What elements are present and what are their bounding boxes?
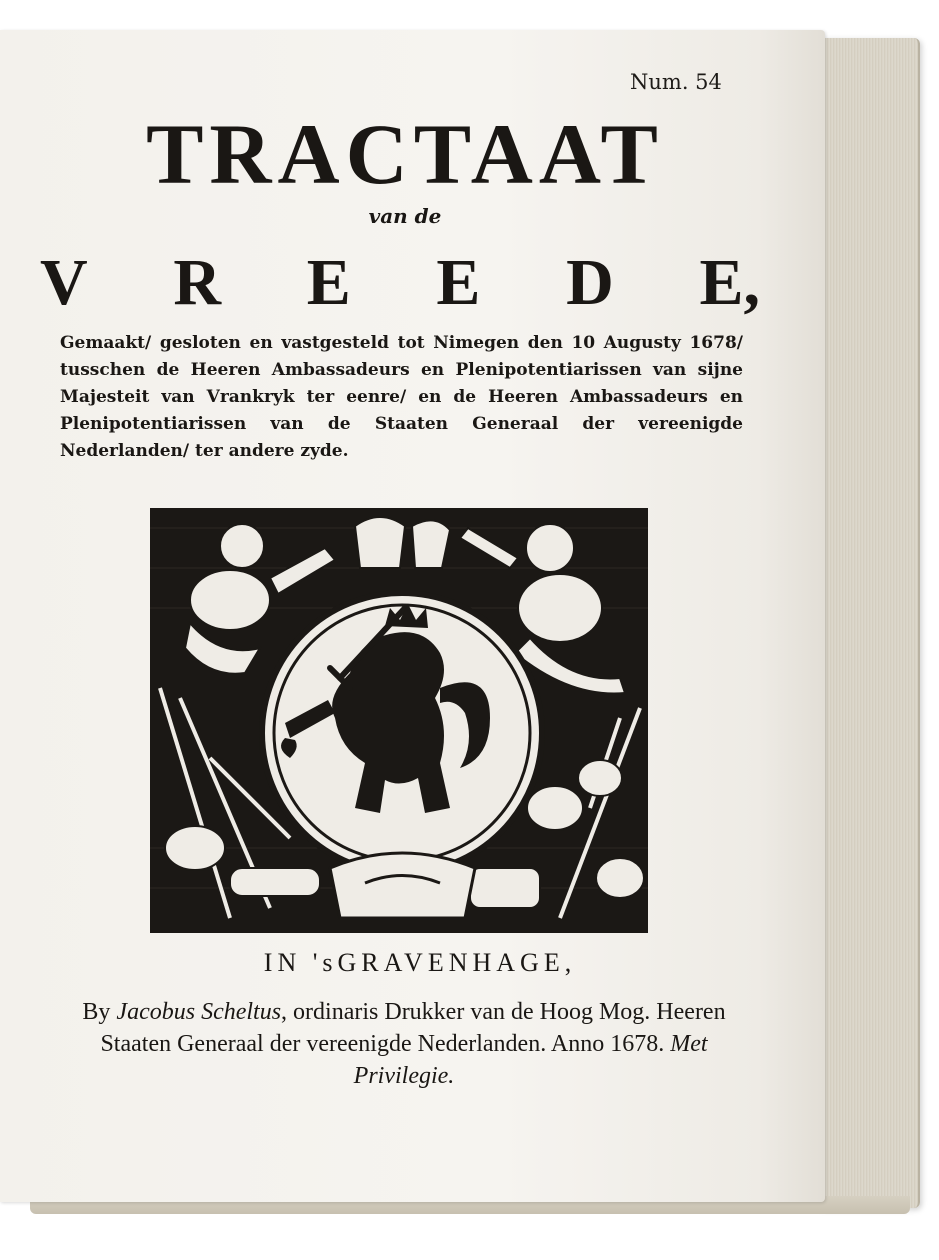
imprint-text: , ordinaris Drukker van de Hoog Mog. Heeren Staaten Generaal der vereenigde Nederlanden. Anno 1678. [100,999,726,1057]
heading-letter: E [306,246,351,319]
subtitle: van de [368,204,442,228]
imprint [60,996,748,1092]
heading-letter: R [173,246,222,319]
heading-letter: E, [699,246,760,319]
page-edges [818,38,920,1208]
printer-name: Jacobus Scheltus [116,999,282,1025]
heading-letter: E [436,246,481,319]
page-number: Num. 54 [630,70,722,94]
heading-letter: D [566,246,614,319]
place-of-publication: IN 'sGRAVENHAGE, [263,948,577,977]
title: TRACTAAT [146,106,664,202]
imprint-by: By [82,999,111,1025]
heading-vreede [40,245,760,321]
lion-rampant-coat-of-arms-icon [150,508,648,933]
privilege: Met Privilegie. [353,1031,708,1089]
heading-letter: V [40,246,88,319]
treaty-description: Gemaakt/ gesloten en vastgesteld tot Nimegen den 10 Augusty 1678/ tusschen de Heeren Ambassadeurs en Plenipotentiarissen van sijne Majesteit van Vrankryk ter eenre/ en de Heeren Ambassadeurs en Plenipotentiarissen van de Staaten Generaal der vereenigde Nederlanden/ ter andere zyde. [60,333,743,461]
